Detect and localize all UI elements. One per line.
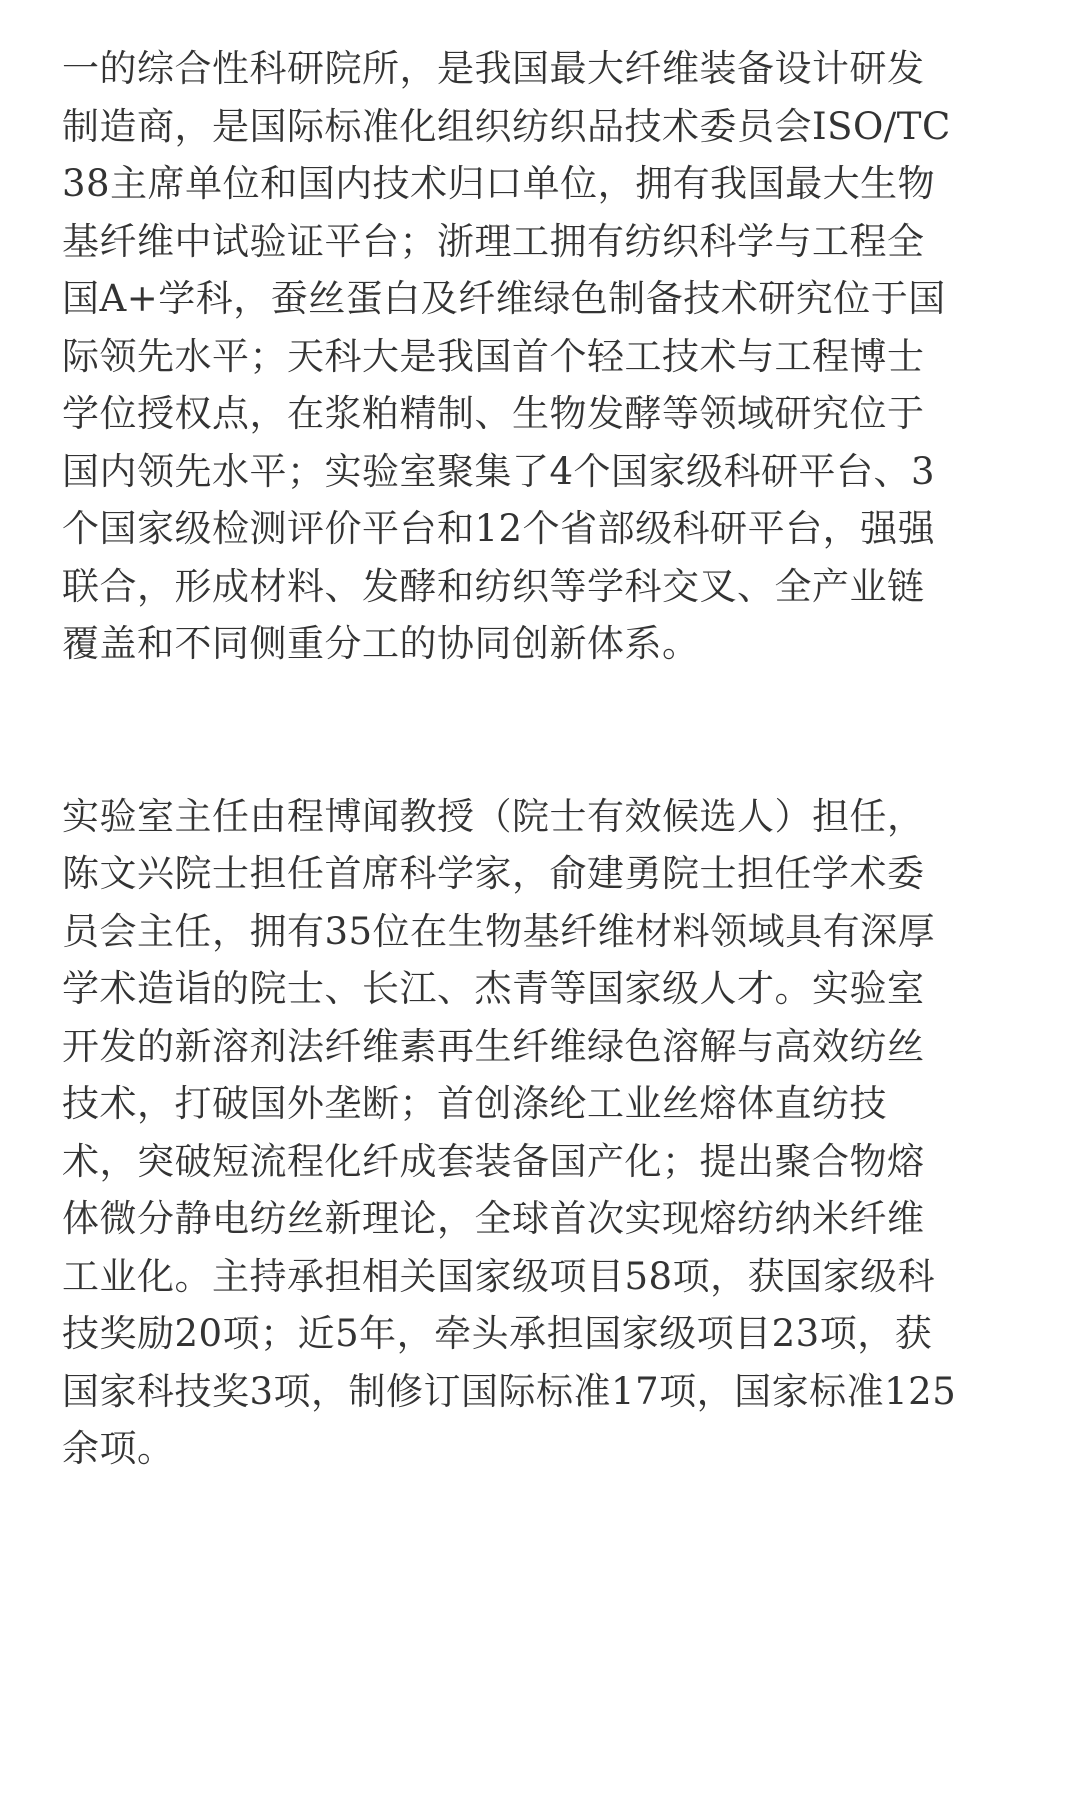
- text-line: 术，突破短流程化纤成套装备国产化；提出聚合物熔: [62, 1139, 925, 1183]
- article-body: [62, 40, 1022, 1478]
- text-line: 工业化。主持承担相关国家级项目58项，获国家级科: [62, 1254, 936, 1298]
- text-line: 实验室主任由程博闻教授（院士有效候选人）担任，: [62, 794, 925, 838]
- text-line: 学术造诣的院士、长江、杰青等国家级人才。实验室: [62, 967, 925, 1010]
- text-line: 技奖励20项；近5年，牵头承担国家级项目23项，获: [62, 1312, 933, 1355]
- text-line: 一的综合性科研院所，是我国最大纤维装备设计研发: [62, 47, 925, 90]
- text-line: 际领先水平；天科大是我国首个轻工技术与工程博士: [62, 334, 925, 378]
- text-line: 联合，形成材料、发酵和纺织等学科交叉、全产业链: [62, 564, 925, 608]
- text-line: 技术，打破国外垄断；首创涤纶工业丝熔体直纺技: [62, 1082, 887, 1125]
- paragraph-leadership-achievements: [62, 788, 1022, 1478]
- text-line: 学位授权点，在浆粕精制、生物发酵等领域研究位于: [62, 392, 925, 435]
- text-line: 体微分静电纺丝新理论，全球首次实现熔纺纳米纤维: [62, 1197, 925, 1240]
- text-line: 个国家级检测评价平台和12个省部级科研平台，强强: [62, 507, 936, 550]
- text-line: 国家科技奖3项，制修订国际标准17项，国家标准125: [62, 1369, 957, 1413]
- text-line: 余项。: [62, 1427, 175, 1470]
- text-line: 陈文兴院士担任首席科学家，俞建勇院士担任学术委: [62, 852, 925, 895]
- text-line: 覆盖和不同侧重分工的协同创新体系。: [62, 622, 700, 665]
- text-line: 员会主任，拥有35位在生物基纤维材料领域具有深厚: [62, 909, 936, 953]
- text-line: 基纤维中试验证平台；浙理工拥有纺织科学与工程全: [62, 219, 925, 263]
- text-line: 国A+学科，蚕丝蛋白及纤维绿色制备技术研究位于国: [62, 277, 946, 320]
- text-line: 国内领先水平；实验室聚集了4个国家级科研平台、3: [62, 449, 936, 493]
- paragraph-institutions: [62, 40, 1022, 673]
- text-line: 开发的新溶剂法纤维素再生纤维绿色溶解与高效纺丝: [62, 1024, 925, 1068]
- text-line: 制造商，是国际标准化组织纺织品技术委员会ISO/TC: [62, 104, 951, 148]
- text-line: 38主席单位和国内技术归口单位，拥有我国最大生物: [62, 162, 936, 205]
